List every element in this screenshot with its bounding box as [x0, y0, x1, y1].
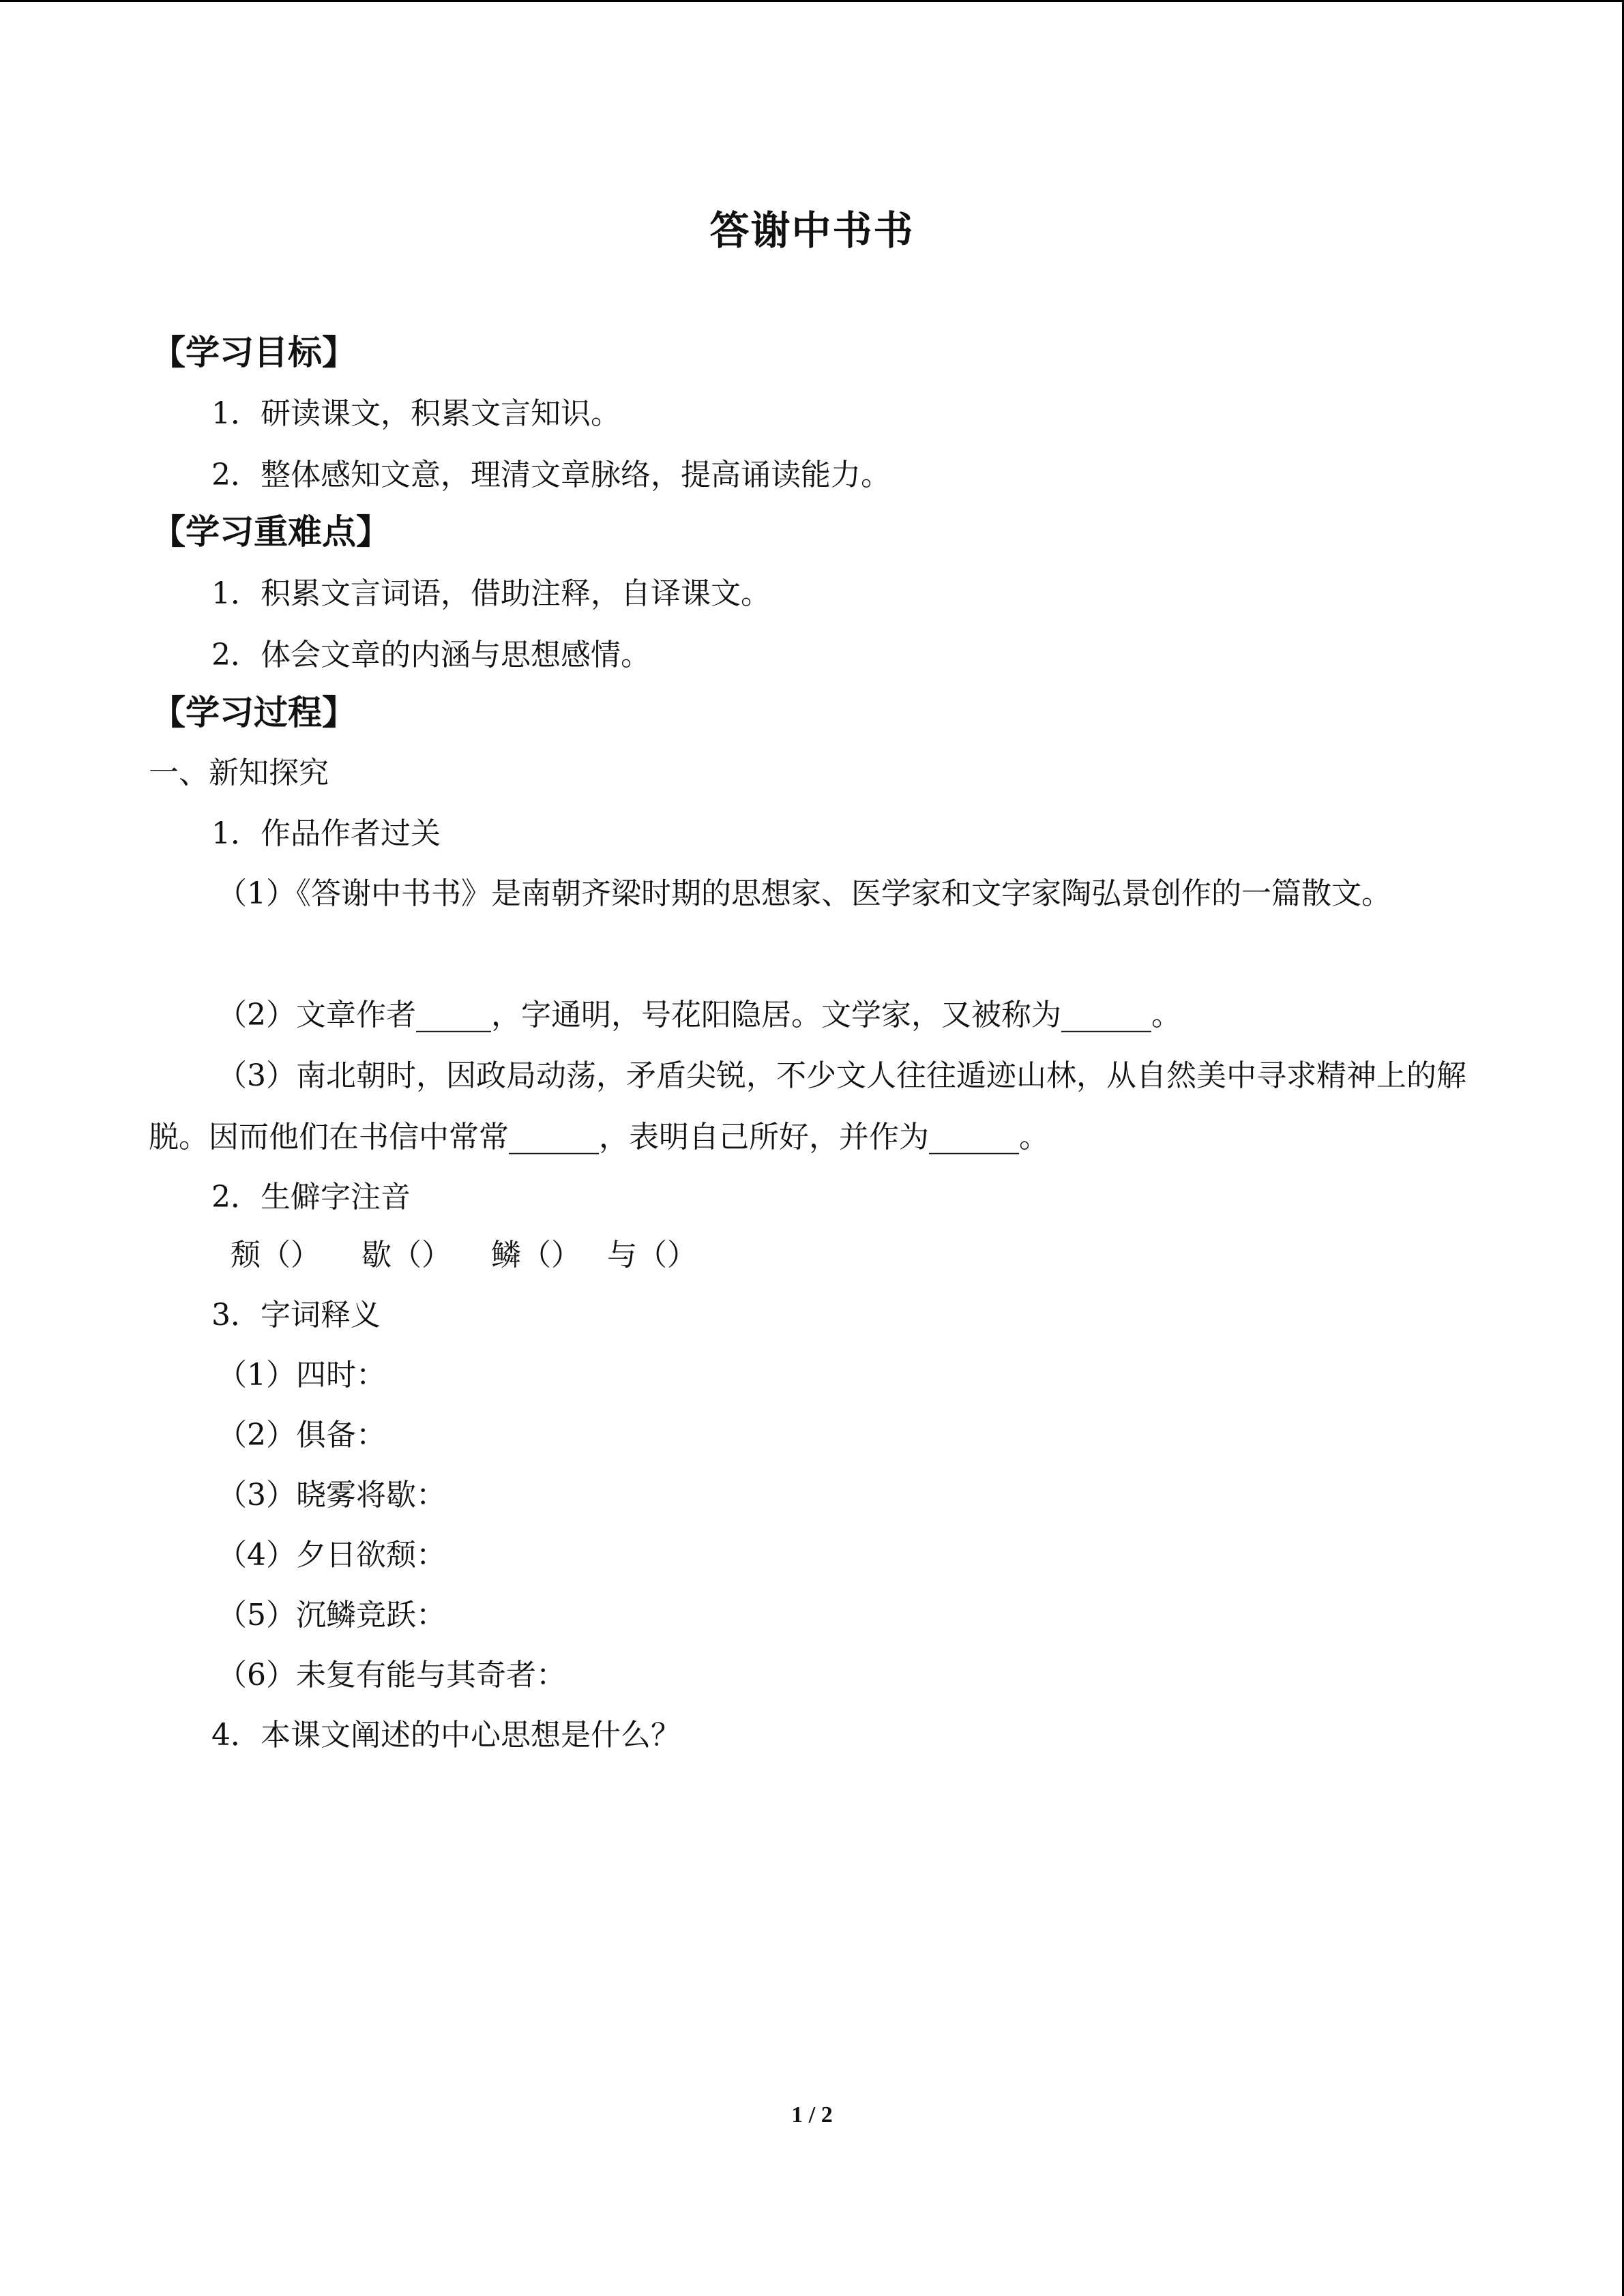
vocab-item: （2）俱备： [217, 1418, 386, 1452]
pinyin-item: 歇（） [361, 1238, 452, 1272]
vocab-item: （6）未复有能与其奇者： [217, 1658, 566, 1693]
goal-item: 1．研读课文，积累文言知识。 [211, 396, 621, 431]
vocab-item: （3）晓雾将歇： [217, 1478, 446, 1512]
vocab-item: （1）四时： [217, 1358, 386, 1392]
vocab-item: （4）夕日欲颓： [217, 1538, 446, 1572]
pinyin-item: 与（） [607, 1238, 697, 1272]
goal-item: 2．整体感知文意，理清文章脉络，提高诵读能力。 [211, 458, 891, 492]
question-title: 4．本课文阐述的中心思想是什么？ [211, 1718, 681, 1753]
question-paragraph: （3）南北朝时，因政局动荡，矛盾尖锐，不少文人往往遁迹山林，从自然美中寻求精神上的解脱。因而他们在书信中常常______，表明自己所好，并作为______。 [149, 1058, 1466, 1154]
section-heading-process: 【学习过程】 [151, 693, 356, 732]
pinyin-item: 鳞（） [491, 1238, 581, 1272]
section-heading-goals: 【学习目标】 [151, 333, 356, 372]
question-title: 1．作品作者过关 [211, 816, 441, 851]
question-paragraph: （1）《答谢中书书》是南朝齐梁时期的思想家、医学家和文字家陶弘景创作的一篇散文。 [217, 876, 1391, 911]
pinyin-item: 颓（） [231, 1238, 321, 1272]
page-number: 1 / 2 [791, 2102, 833, 2128]
section-heading-key-points: 【学习重难点】 [151, 512, 390, 552]
key-point-item: 1．积累文言词语，借助注释，自译课文。 [211, 576, 771, 611]
part-heading: 一、新知探究 [149, 756, 329, 790]
document-title: 答谢中书书 [709, 207, 915, 254]
vocab-item: （5）沉鳞竞跃： [217, 1598, 446, 1632]
key-point-item: 2．体会文章的内涵与思想感情。 [211, 638, 651, 672]
question-title: 3．字词释义 [211, 1298, 381, 1332]
question-title: 2．生僻字注音 [211, 1180, 411, 1214]
question-paragraph: （2）文章作者_____，字通明，号花阳隐居。文学家，又被称为______。 [217, 998, 1181, 1032]
